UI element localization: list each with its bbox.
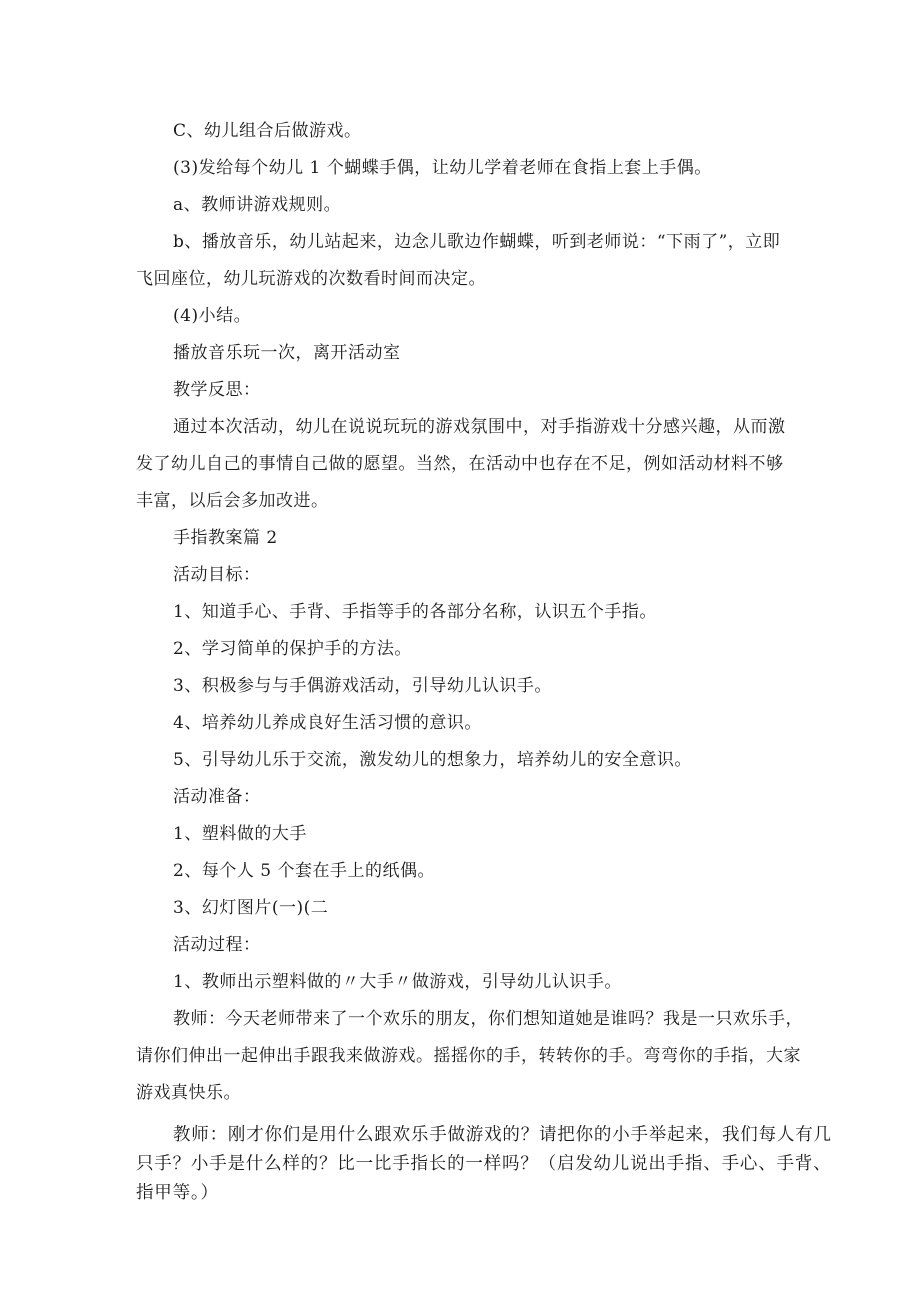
- prep-item-3: 3、幻灯图片(一)(二: [173, 898, 329, 918]
- text-line-30: 指甲等。）: [136, 1183, 219, 1203]
- text-line-2: (3)发给每个幼儿 1 个蝴蝶手偶，让幼儿学着老师在食指上套上手偶。: [173, 158, 712, 178]
- goal-item-2: 2、学习简单的保护手的方法。: [173, 639, 412, 659]
- text-line-3: a、教师讲游戏规则。: [173, 195, 342, 215]
- text-line-9: 通过本次活动，幼儿在说说玩玩的游戏氛围中，对手指游戏十分感兴趣，从而激: [173, 417, 786, 437]
- text-line-25: 教师：今天老师带来了一个欢乐的朋友，你们想知道她是谁吗？我是一只欢乐手，: [173, 1009, 803, 1029]
- text-line-6: (4)小结。: [173, 306, 252, 326]
- text-line-27: 游戏真快乐。: [136, 1083, 241, 1103]
- section-heading-preparation: 活动准备：: [173, 787, 261, 807]
- text-line-4: b、播放音乐，幼儿站起来，边念儿歌边作蝴蝶，听到老师说：“下雨了”，立即: [173, 232, 781, 252]
- text-line-28: 教师：刚才你们是用什么跟欢乐手做游戏的？请把你的小手举起来，我们每人有几: [173, 1125, 832, 1145]
- text-line-11: 丰富，以后会多加改进。: [136, 491, 329, 511]
- section-heading-process: 活动过程：: [173, 935, 261, 955]
- section-heading-goals: 活动目标：: [173, 565, 261, 585]
- text-line-26: 请你们伸出一起伸出手跟我来做游戏。摇摇你的手，转转你的手。弯弯你的手指，大家: [136, 1046, 801, 1066]
- text-line-10: 发了幼儿自己的事情自己做的愿望。当然，在活动中也存在不足，例如活动材料不够: [136, 454, 784, 474]
- goal-item-4: 4、培养幼儿养成良好生活习惯的意识。: [173, 713, 482, 733]
- text-line-29: 只手？小手是什么样的？比一比手指长的一样吗？（启发幼儿说出手指、手心、手背、: [136, 1154, 832, 1174]
- prep-item-2: 2、每个人 5 个套在手上的纸偶。: [173, 861, 435, 881]
- section-heading-lesson-2: 手指教案篇 2: [173, 528, 278, 548]
- process-item-1: 1、教师出示塑料做的〃大手〃做游戏，引导幼儿认识手。: [173, 972, 622, 992]
- goal-item-1: 1、知道手心、手背、手指等手的各部分名称，认识五个手指。: [173, 602, 657, 622]
- text-line-7: 播放音乐玩一次，离开活动室: [173, 343, 401, 363]
- text-line-1: C、幼儿组合后做游戏。: [173, 121, 362, 141]
- goal-item-5: 5、引导幼儿乐于交流，激发幼儿的想象力，培养幼儿的安全意识。: [173, 750, 692, 770]
- section-heading-reflection: 教学反思：: [173, 380, 261, 400]
- goal-item-3: 3、积极参与与手偶游戏活动，引导幼儿认识手。: [173, 676, 552, 696]
- text-line-5: 飞回座位，幼儿玩游戏的次数看时间而决定。: [136, 269, 486, 289]
- prep-item-1: 1、塑料做的大手: [173, 824, 307, 844]
